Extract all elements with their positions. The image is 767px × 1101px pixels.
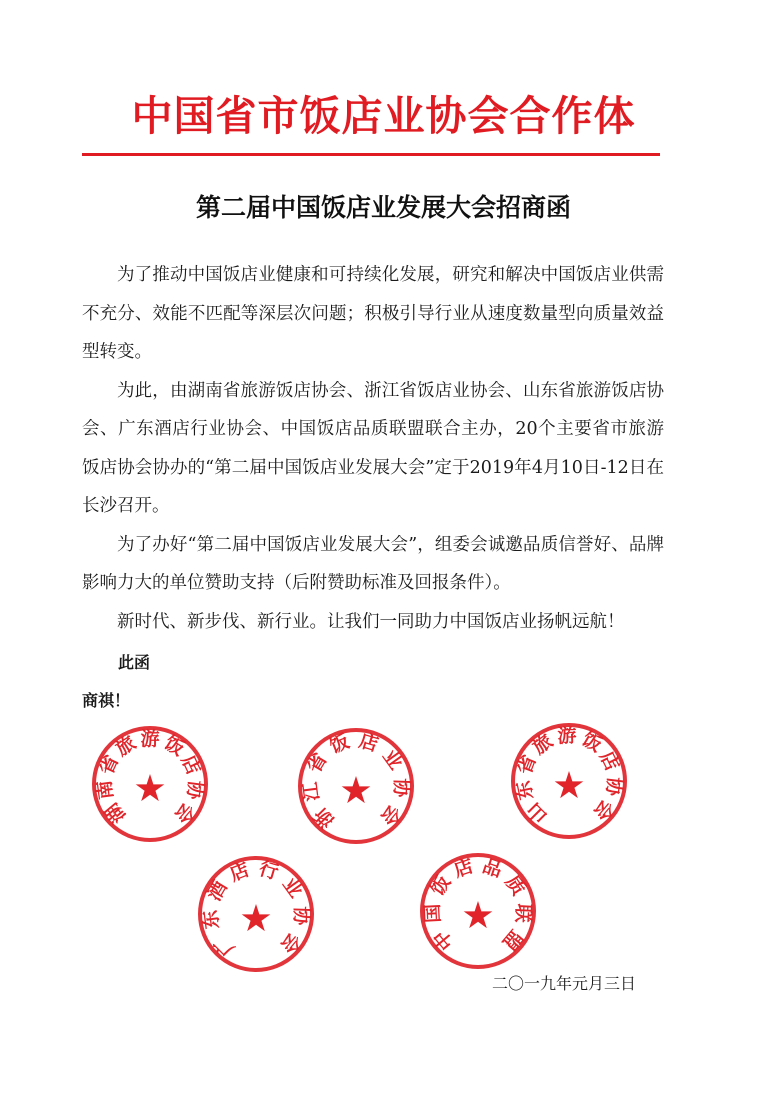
seal-character: 协 bbox=[289, 905, 313, 926]
seal-character: 饭 bbox=[160, 731, 189, 761]
seal-character: 东 bbox=[512, 778, 538, 802]
seal-character: 游 bbox=[557, 724, 578, 748]
seal-character: 协 bbox=[389, 777, 413, 798]
seal-character: 业 bbox=[378, 745, 408, 774]
seal-character: 会 bbox=[588, 795, 619, 825]
seal-character: 协 bbox=[182, 779, 207, 801]
letter-body bbox=[82, 256, 664, 641]
seal-character: 湖 bbox=[100, 798, 131, 828]
seal-character: 广 bbox=[209, 931, 239, 961]
document-title: 第二届中国饭店业发展大会招商函 bbox=[195, 193, 571, 222]
seal-character: 行 bbox=[256, 857, 281, 885]
seal-character: 山 bbox=[522, 798, 552, 828]
paragraph-call-to-action: 新时代、新步伐、新行业。让我们一同助力中国饭店业扬帆远航！ bbox=[117, 611, 625, 632]
seal-character: 东 bbox=[199, 908, 224, 931]
seal-character: 饭 bbox=[426, 871, 456, 900]
organization-title: 中国省市饭店业协会合作体 bbox=[131, 92, 636, 140]
seal-character: 品 bbox=[479, 854, 505, 882]
seal-character: 会 bbox=[275, 928, 306, 958]
seal-character: 南 bbox=[93, 779, 118, 801]
seal-character: 店 bbox=[176, 751, 205, 779]
seal-character: 店 bbox=[595, 747, 624, 775]
seal-guangdong bbox=[194, 852, 318, 976]
seal-guangdong-graphic bbox=[194, 852, 318, 976]
seal-quality-alliance bbox=[416, 849, 540, 973]
seal-character: 饭 bbox=[326, 730, 353, 758]
closing-phrase: 此函 bbox=[118, 653, 151, 672]
seal-star-icon bbox=[342, 776, 371, 803]
paragraph-purpose: 为了推动中国饭店业健康和可持续化发展，研究和解决中国饭店业供需不充分、效能不匹配等深层次问题；积极引导行业从速度数量型向质量效益型转变。 bbox=[82, 265, 664, 362]
seal-character: 业 bbox=[278, 873, 308, 902]
seal-star-icon bbox=[136, 774, 165, 801]
seal-character: 酒 bbox=[202, 877, 232, 905]
seal-character: 浙 bbox=[309, 803, 339, 833]
seal-character: 联 bbox=[511, 903, 535, 924]
seal-hunan-graphic bbox=[88, 722, 212, 846]
paragraph-sponsorship: 为了办好“第二届中国饭店业发展大会”，组委会诚邀品质信誉好、品牌影响力大的单位赞助支持（后附赞助标准及回报条件）。 bbox=[82, 534, 664, 593]
seal-character: 省 bbox=[95, 751, 124, 779]
seal-character: 省 bbox=[513, 751, 541, 778]
seal-character: 游 bbox=[140, 728, 160, 750]
seal-quality-alliance-graphic bbox=[416, 849, 540, 973]
seal-star-icon bbox=[242, 904, 271, 931]
seal-character: 江 bbox=[299, 780, 324, 803]
seal-character: 会 bbox=[169, 798, 200, 828]
seal-character: 省 bbox=[302, 749, 332, 777]
seal-character: 质 bbox=[500, 871, 530, 900]
seal-character: 协 bbox=[601, 775, 626, 798]
seal-character: 店 bbox=[226, 858, 253, 886]
seal-star-icon bbox=[555, 771, 584, 798]
seal-character: 国 bbox=[421, 903, 445, 924]
letter-date: 二〇一九年元月三日 bbox=[492, 974, 637, 993]
seal-character: 中 bbox=[428, 925, 459, 955]
seal-hunan bbox=[88, 722, 212, 846]
seal-shandong bbox=[507, 719, 631, 843]
seal-character: 会 bbox=[375, 800, 406, 830]
seal-zhejiang-graphic bbox=[294, 724, 418, 848]
closing-salutation: 商祺！ bbox=[82, 691, 131, 710]
seal-star-icon bbox=[464, 901, 493, 928]
seal-character: 店 bbox=[451, 854, 477, 882]
paragraph-organizers: 为此，由湖南省旅游饭店协会、浙江省饭店业协会、山东省旅游饭店协会、广东酒店行业协会、中国饭店品质联盟联合主办，20个主要省市旅游饭店协会协办的“第二届中国饭店业发展大会”定于2019年4月10日-12日在长沙召开。 bbox=[82, 380, 664, 516]
seal-character: 旅 bbox=[111, 731, 140, 761]
seal-shandong-graphic bbox=[507, 719, 631, 843]
header-divider bbox=[82, 153, 660, 156]
seal-character: 盟 bbox=[497, 925, 528, 955]
seal-character: 旅 bbox=[528, 729, 557, 759]
seal-character: 店 bbox=[356, 729, 381, 757]
seal-character: 饭 bbox=[578, 727, 606, 757]
seal-zhejiang bbox=[294, 724, 418, 848]
